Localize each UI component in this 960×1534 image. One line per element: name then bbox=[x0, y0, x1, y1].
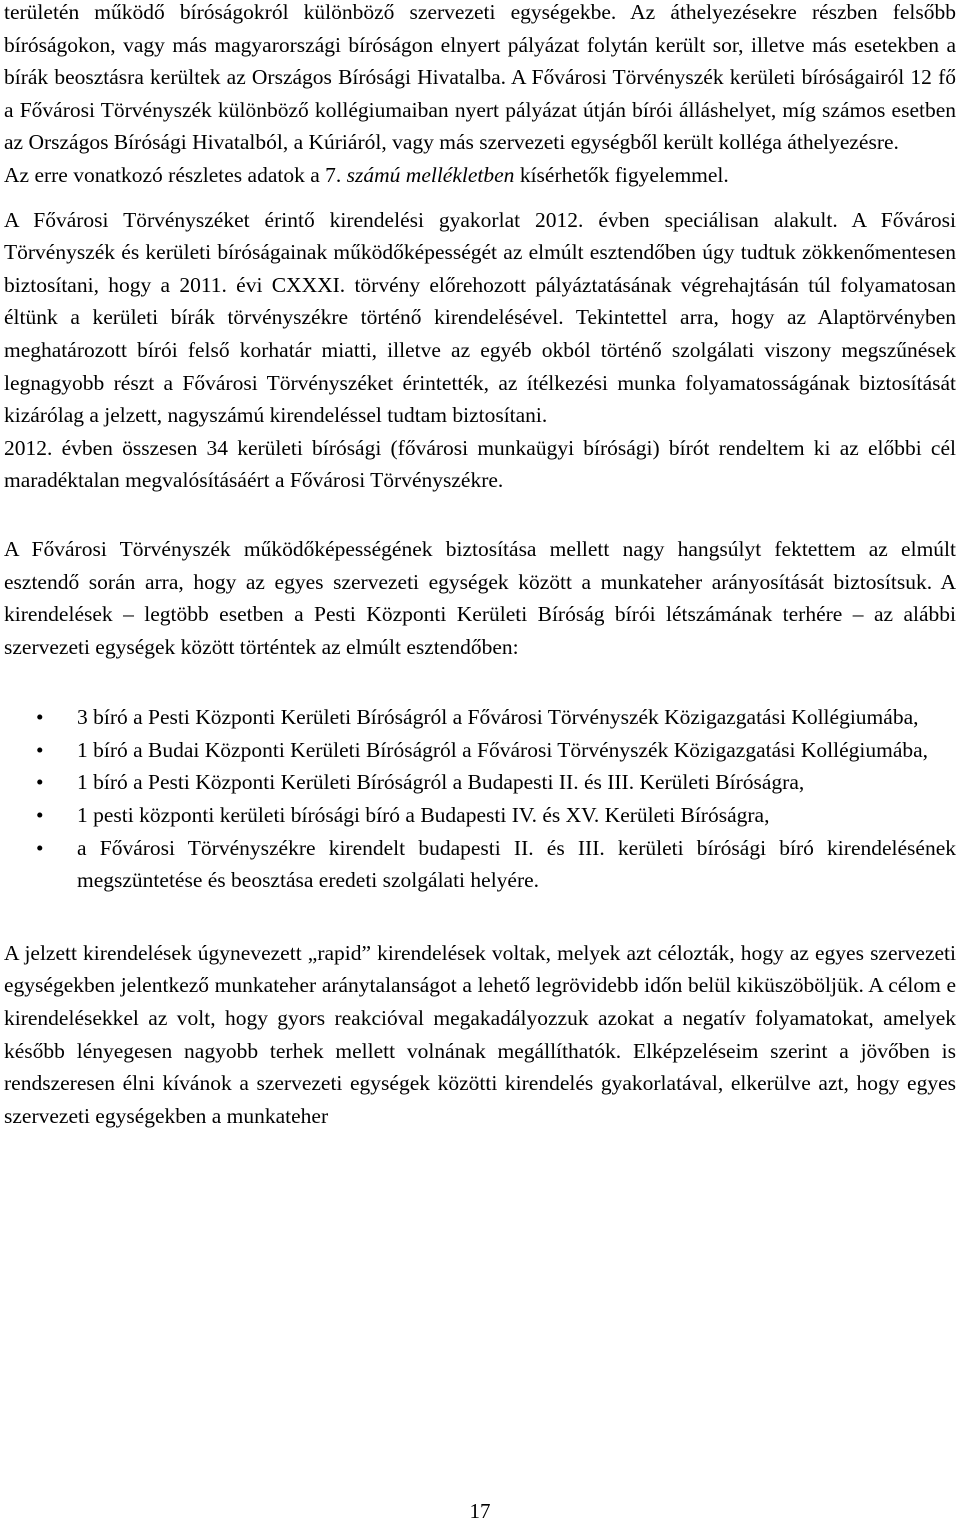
list-item bbox=[4, 832, 956, 897]
paragraph-reassignments: területén működő bíróságokról különböző szervezeti egységekbe. Az áthelyezésekre részben felsőbb bíróságokon, vagy más magyarországi bíróságon elnyert pályázat folytán került sor, illetve más esetekben a bírák beosztásra kerültek az Országos Bírósági Hivatalba. A Fővárosi Törvényszék kerületi bíróságairól 12 fő a Fővárosi Törvényszék különböző kollégiumaiban nyert pályázat útján bírói álláshelyet, míg számos esetben az Országos Bírósági Hivatalból, a Kúriáról, vagy más szervezeti egységből került kolléga áthelyezésre. bbox=[4, 0, 956, 155]
paragraph-secondment-count: 2012. évben összesen 34 kerületi bírósági (fővárosi munkaügyi bírósági) bírót rendeltem ki az előbbi cél maradéktalan megvalósításáért a Fővárosi Törvényszékre. bbox=[4, 435, 956, 493]
list-item-text: a Fővárosi Törvényszékre kirendelt budapesti II. és III. kerületi bírósági bíró kirendelésének megszüntetése és beosztása eredeti szolgálati helyére. bbox=[77, 835, 956, 893]
list-item-text: 1 bíró a Pesti Központi Kerületi Bíróságról a Budapesti II. és III. Kerületi Bíróságra, bbox=[77, 770, 805, 795]
paragraph-secondment-practice: A Fővárosi Törvényszéket érintő kirendelési gyakorlat 2012. évben speciálisan alakult. A Fővárosi Törvényszék és kerületi bíróságainak működőképességét az elmúlt esztendőben úgy tudtuk zökkenőmentesen biztosítani, hogy a 2011. évi CXXXI. törvény előrehozott pályáztatásának végrehajtásán túl folyamatosan éltünk a kerületi bírák törvényszékre történő kirendelésével. Tekintettel arra, hogy az Alaptörvényben meghatározott bírói felső korhatár miatti, illetve az egyéb okból történő szolgálati viszony megszűnések legnagyobb részt a Fővárosi Törvényszéket érintették, az ítélkezési munka folyamatosságának biztosítását kizárólag a jelzett, nagyszámú kirendeléssel tudtam biztosítani. bbox=[4, 207, 956, 428]
annex-reference-italic: számú mellékletben bbox=[346, 162, 515, 187]
bullet-icon: • bbox=[36, 803, 44, 828]
document-page bbox=[4, 0, 956, 1132]
list-item bbox=[4, 766, 956, 799]
bullet-icon: • bbox=[36, 737, 44, 762]
page-number: 17 bbox=[469, 1499, 491, 1523]
paragraph-rapid-secondments: A jelzett kirendelések úgynevezett „rapid” kirendelések voltak, melyek azt célozták, hogy az egyes szervezeti egységekben jelentkező munkateher aránytalanságot a lehető legrövidebb időn belül kiküszöböljük. A célom e kirendelésekkel az volt, hogy gyors reakcióval megakadályozzuk azokat a negatív folyamatokat, amelyek később lényegesen nagyobb terhek mellett volnának megállíthatók. Elképzeléseim szerint a jövőben is rendszeresen élni kívánok a szervezeti egységek közötti kirendelés gyakorlatával, elkerülve azt, hogy egyes szervezeti egységekben a munkateher bbox=[4, 940, 956, 1128]
list-item-text: 1 bíró a Budai Központi Kerületi Bíróságról a Fővárosi Törvényszék Közigazgatási Kollégiumába, bbox=[77, 737, 929, 762]
annex-reference-text-before: Az erre vonatkozó részletes adatok a 7. bbox=[4, 162, 342, 187]
bullet-icon: • bbox=[36, 770, 44, 795]
list-item-text: 3 bíró a Pesti Központi Kerületi Bíróságról a Fővárosi Törvényszék Közigazgatási Kollégiumába, bbox=[77, 705, 919, 730]
paragraph-annex-reference bbox=[4, 159, 956, 192]
secondment-list bbox=[4, 701, 956, 897]
bullet-icon: • bbox=[36, 835, 44, 860]
list-item-text: 1 pesti központi kerületi bírósági bíró a Budapesti IV. és XV. Kerületi Bíróságra, bbox=[77, 803, 770, 828]
list-item bbox=[4, 734, 956, 767]
paragraph-workload-balancing: A Fővárosi Törvényszék működőképességének biztosítása mellett nagy hangsúlyt fektettem az elmúlt esztendő során arra, hogy az egyes szervezeti egységek között a munkateher arányosítását biztosítsuk. A kirendelések – legtöbb esetben a Pesti Központi Kerületi Bíróság bírói létszámának terhére – az alábbi szervezeti egységek között történtek az elmúlt esztendőben: bbox=[4, 536, 956, 659]
annex-reference-text-after: kísérhetők figyelemmel. bbox=[519, 162, 729, 187]
list-item bbox=[4, 701, 956, 734]
list-item bbox=[4, 799, 956, 832]
bullet-icon: • bbox=[36, 705, 44, 730]
